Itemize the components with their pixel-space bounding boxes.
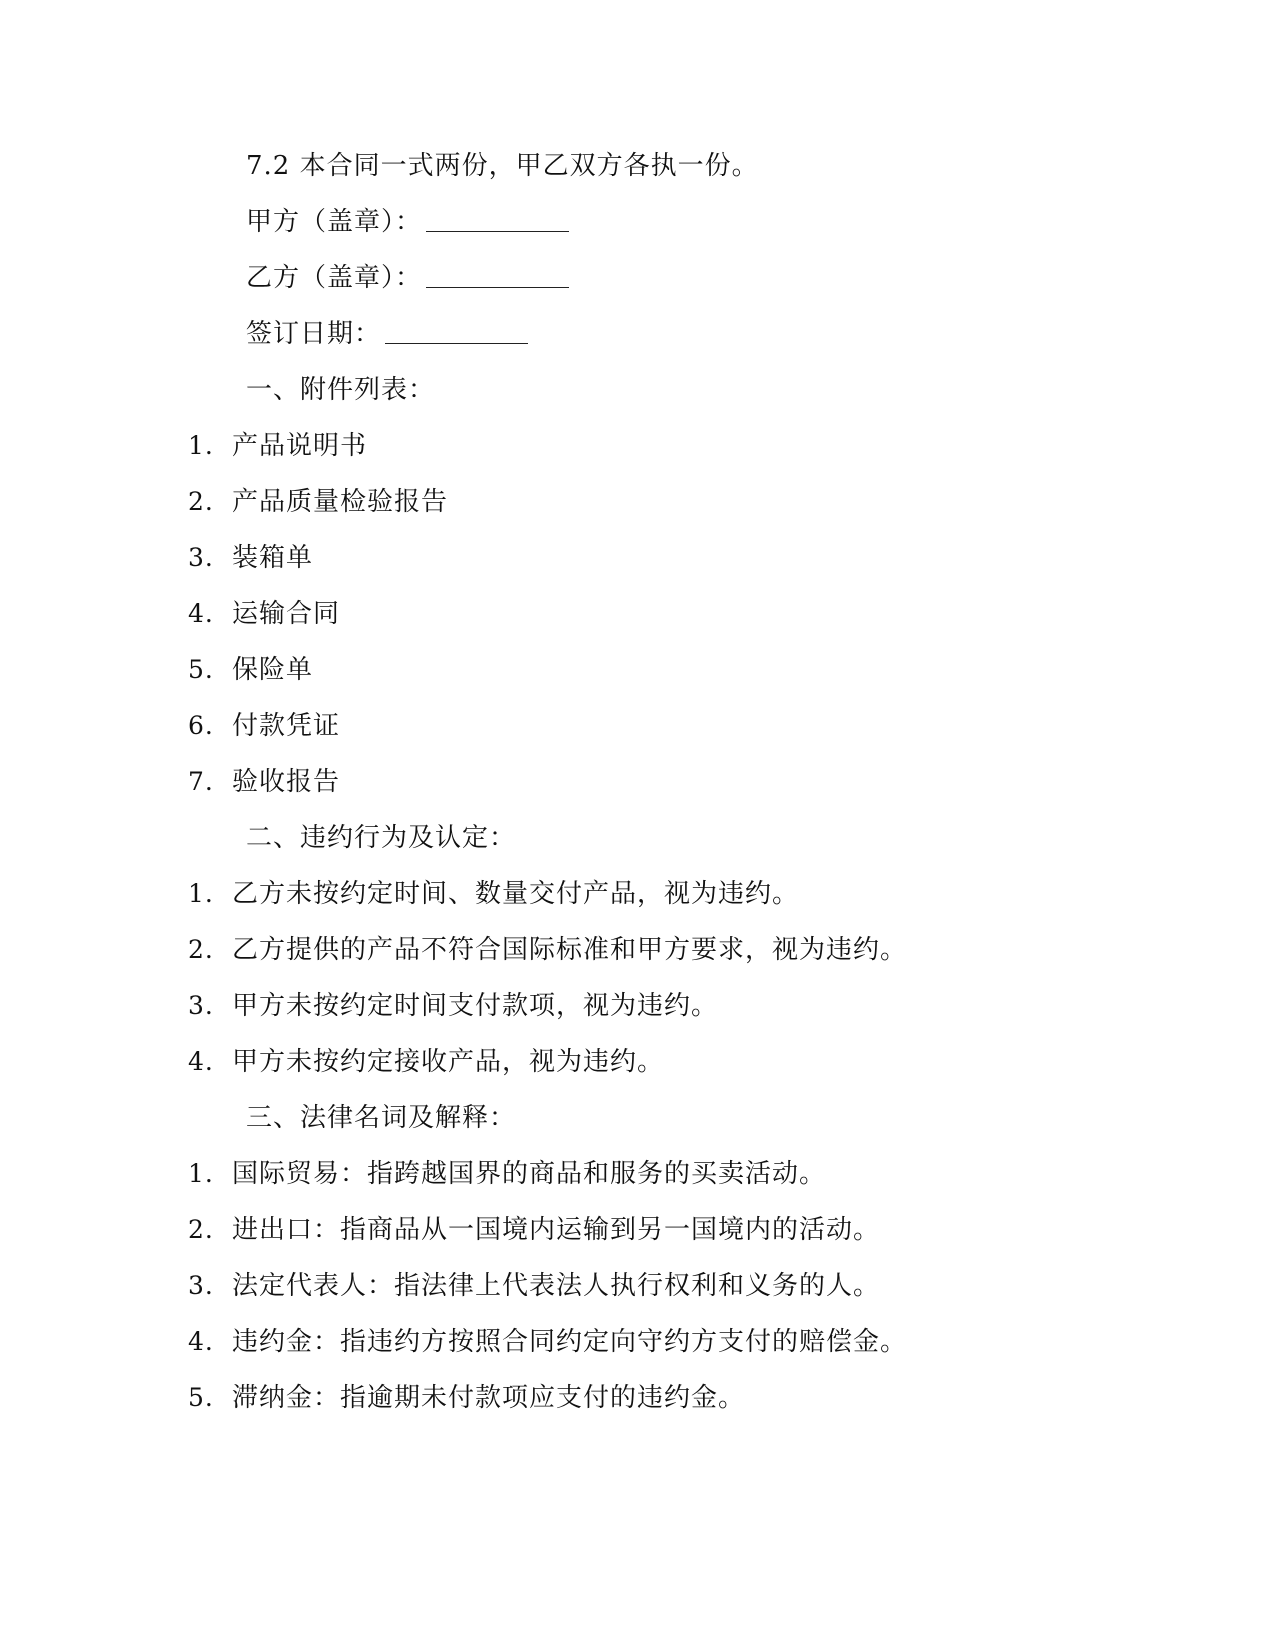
list-item	[188, 986, 718, 1026]
list-item	[188, 930, 907, 970]
item-number: 1.	[188, 879, 214, 908]
list-item	[188, 426, 367, 466]
party-a-label: 甲方（盖章）：	[246, 207, 423, 237]
item-number: 4.	[188, 1327, 214, 1356]
section-heading-attachments: 一、附件列表：	[246, 375, 436, 405]
item-text: 验收报告	[232, 767, 341, 797]
item-number: 5.	[188, 655, 214, 684]
party-b-label: 乙方（盖章）：	[246, 263, 423, 293]
item-number: 4.	[188, 1047, 214, 1076]
section-heading-breach: 二、违约行为及认定：	[246, 823, 517, 853]
item-text: 运输合同	[232, 599, 341, 629]
list-item	[188, 1210, 880, 1250]
item-text: 滞纳金：指逾期未付款项应支付的违约金。	[232, 1383, 746, 1413]
item-number: 3.	[188, 991, 214, 1020]
copies-clause: 7.2 本合同一式两份，甲乙双方各执一份。	[246, 151, 759, 181]
sign-date-blank	[385, 319, 528, 344]
list-item	[188, 706, 340, 746]
item-number: 4.	[188, 599, 214, 628]
item-text: 装箱单	[232, 543, 314, 573]
list-item	[188, 1042, 664, 1082]
item-number: 3.	[188, 1271, 214, 1300]
item-number: 1.	[188, 1159, 214, 1188]
list-item	[188, 762, 340, 802]
item-text: 甲方未按约定接收产品，视为违约。	[232, 1047, 665, 1077]
item-text: 付款凭证	[232, 711, 341, 741]
list-item	[188, 650, 313, 690]
party-a-blank	[426, 207, 569, 232]
list-item	[188, 538, 313, 578]
list-item	[188, 1154, 826, 1194]
item-number: 6.	[188, 711, 214, 740]
list-item	[188, 874, 799, 914]
party-b-seal-line	[246, 258, 569, 298]
list-item	[188, 1378, 745, 1418]
party-a-seal-line	[246, 202, 569, 242]
sign-date-label: 签订日期：	[246, 319, 382, 349]
item-text: 产品质量检验报告	[232, 487, 449, 517]
item-text: 进出口：指商品从一国境内运输到另一国境内的活动。	[232, 1215, 881, 1245]
list-item	[188, 1322, 907, 1362]
item-text: 保险单	[232, 655, 314, 685]
sign-date-line	[246, 314, 528, 354]
item-text: 国际贸易：指跨越国界的商品和服务的买卖活动。	[232, 1159, 827, 1189]
item-text: 法定代表人：指法律上代表法人执行权利和义务的人。	[232, 1271, 881, 1301]
item-number: 2.	[188, 1215, 214, 1244]
item-number: 5.	[188, 1383, 214, 1412]
party-b-blank	[426, 263, 569, 288]
item-text: 产品说明书	[232, 431, 368, 461]
item-text: 乙方未按约定时间、数量交付产品，视为违约。	[232, 879, 800, 909]
item-number: 1.	[188, 431, 214, 460]
section-heading-terms: 三、法律名词及解释：	[246, 1103, 517, 1133]
item-number: 7.	[188, 767, 214, 796]
list-item	[188, 594, 340, 634]
list-item	[188, 1266, 880, 1306]
item-text: 乙方提供的产品不符合国际标准和甲方要求，视为违约。	[232, 935, 908, 965]
item-text: 违约金：指违约方按照合同约定向守约方支付的赔偿金。	[232, 1327, 908, 1357]
list-item	[188, 482, 448, 522]
item-number: 3.	[188, 543, 214, 572]
item-text: 甲方未按约定时间支付款项，视为违约。	[232, 991, 719, 1021]
item-number: 2.	[188, 935, 214, 964]
item-number: 2.	[188, 487, 214, 516]
